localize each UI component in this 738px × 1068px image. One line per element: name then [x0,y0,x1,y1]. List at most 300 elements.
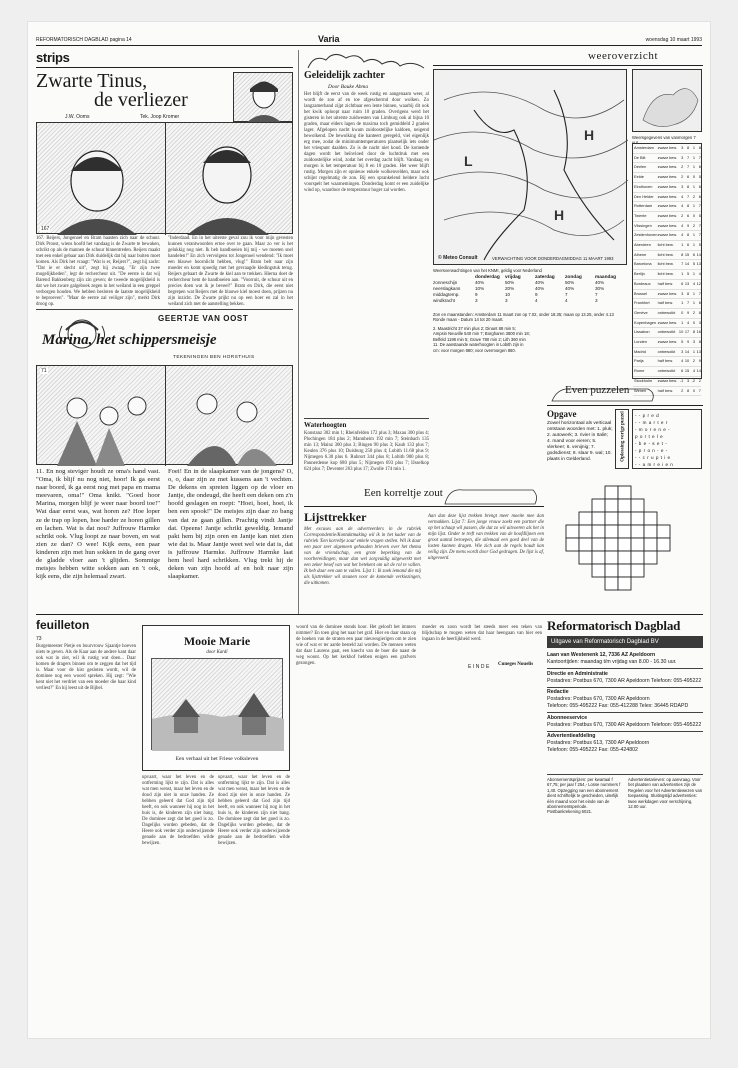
temperature-value: 4 [686,319,690,325]
station-name: Den Helder [634,193,654,199]
temperature-value: 7 [686,300,690,306]
station-condition: zwaar bew. [657,319,678,325]
temperature-row [633,154,701,164]
puzzle-cell[interactable] [644,512,657,525]
puzzle-cell[interactable] [579,512,592,525]
puzzle-cell[interactable] [631,512,644,525]
temperature-row [633,260,701,270]
temperature-row [633,193,701,203]
station-condition: half bew. [657,280,673,286]
station-name: Eelde [634,174,644,180]
temperature-row [633,222,701,232]
column-text: Het blijft de eerst van de week rustig en aangenaam weer, al wordt de zon af en toe afgeschermd door wolken. Zo langzamerhand zijpt zichtbaar een lente binnen, waarbij dit ook het kwik oploopt naar ruim 10 graden. Overigens werd het gisteren in het uiterste zuidwesten van Limburg ook al bijna 10 graden, maar elders lagen de maxima toch gemiddeld 2 graden lager. Afgelopen nacht kwam zuidoostelijke kaldoen, neigend bewolkend. De bewolking die hanteert geregeld, viel eigenlijk erg mee, zodat de minimumtemperaturen plaatselijk iets onder het vriespunt daalden. Zo is de nacht niet koud. De komende dagen wordt het beïnvloed door de luchtdruk met een zuidoostelijke wind, zodat het overdag zacht blijft. Vandaag en morgen is het temperatuur bij 8 en 10 graden. Het weer blijft rustig. Morgen zijn er opnieuw enkele wolkenvelden, maar ook schijnt regelmatig de zon. Bij een sprankelend heldere lucht voorspelt het waarnemingen. Donderdag komt er een zuidelijke wind op, waardoor de temperatuur hoger zal worden. [304,92,429,193]
temperature-value: 1 [681,271,684,277]
station-name: Zestienhoven [634,232,658,238]
tinus-drawing-credit: Tek. Joop Kromer [140,114,180,120]
forecast-cell: 4 [535,298,538,303]
temperature-value: 5 [698,212,701,218]
temperature-value: 5 [698,242,701,248]
marina-drawing-credit: TEKENINGEN BEN HORSTHUIS [173,355,255,360]
masthead-block [547,652,703,754]
temperature-value: 7 [698,154,701,160]
weather-rule [433,65,703,66]
puzzle-cell[interactable] [618,577,631,590]
station-condition: zwaar bew. [657,145,678,150]
temperature-value: 16 [696,329,701,335]
puzzle-title: Even puzzelen [565,384,630,396]
feuilleton-top-rule [36,614,548,615]
puzzle-cell[interactable] [618,564,631,577]
temperature-value: 6 [686,212,690,218]
feuilleton-illustration [151,658,283,750]
masthead-redactie-title: Redactie [547,689,569,696]
temperature-value: 3 [681,145,684,150]
temperature-table-rows [633,144,701,396]
temperature-value: 4 [681,203,684,209]
temperature-value: 3 [686,377,690,383]
temperature-value: 0 [692,174,696,180]
temperature-value: 1 [692,154,696,160]
temperature-row [633,338,701,348]
temperature-value: 7 [698,203,701,209]
station-name: Genève [634,309,648,315]
marina-panel-number: 71 [41,368,47,374]
masthead-redactie-line2: Telefoon: 055-495222 Fax: 055-412288 Telex: 36445 RDAPD [547,703,689,710]
temperature-value: 1 [692,300,696,306]
tinus-title-line1: Zwarte Tinus, [36,70,148,92]
korreltje-banner [441,486,541,508]
station-condition: half bew. [657,300,673,306]
station-name: Brussel [634,290,647,296]
forecast-cell: 3 [505,298,508,303]
feuilleton-text-col2b: upvaart, waar het leven en de ontferming lijkt te zijn. Dat is alles wat men wenst, maar het leven en de dood zijn niet in onze handen. Ze hebben geleerd dat God zijn tijd heeft, en ook wanneer hij nog in het huis is, de kinderen zijn niet bang. De dominee zegt dat het goed is zo. Dagelijks worden gebeden, dat de Heere ook verder zijn onderwijzende genade aan de bedroefden wilde bewijzen. [218,775,290,846]
svg-text:H: H [554,207,565,223]
temperature-value: 8 [686,232,690,238]
temperature-value: 4 [681,193,684,199]
korreltje-banner-icon [441,486,541,508]
temperature-value: 3 [681,348,684,354]
puzzle-solution-grid [632,409,702,469]
feuilleton-text-col4: moeder en zoon wordt het steeds meer een teken van blijdschap te mogen weten dat haar heengaan van hier een ingaan in de heerlijkheid werd. [422,625,542,642]
temperature-value: -2 [691,377,696,383]
puzzle-cell[interactable] [644,551,657,564]
temperature-row [633,163,701,173]
temperature-value: 6 [698,193,701,199]
puzzle-solution-label: Oplossing vorige puzzel [620,411,626,462]
weather-map [433,69,627,265]
station-name: Rotterdam [634,203,653,209]
weather-title: weeroverzicht [588,50,659,62]
temperature-value: 7 [686,164,690,170]
forecast-cell: 4 [565,298,568,303]
waterhoogten-rule [304,418,429,419]
puzzle-grid-icon [558,476,678,606]
puzzle-cell[interactable] [605,486,618,499]
forecast-cell: 40% [565,286,575,291]
station-condition: zwaar bew. [657,222,678,228]
forecast-cell: 3 [475,298,478,303]
temperature-value: 15 [684,368,690,374]
temperature-value: 7 [698,232,701,238]
puzzle-cell[interactable] [592,499,605,512]
puzzle-cell[interactable] [618,499,631,512]
forecast-day-header: donderdag [475,275,500,280]
puzzle-cell[interactable] [579,551,592,564]
temperature-value: 1 [681,300,684,306]
temperature-value: 8 [686,145,690,150]
temperature-value: 2 [681,174,684,180]
forecast-row-label: zonneschijn [433,280,458,285]
temperature-value: 7 [698,290,701,296]
marina-text-right: Foei! En in de slaapkamer van de jongens? O, o, o, daar zijn ze met kussens aan 't vechten. De dekens en spreien liggen op de vloer en Jantje, die ondeugd, die heeft een deken om z'n hoofd geslagen en roept: "Hoei, hoei, hoei, ik ben een spook!" De meisjes zijn daar zo bang van dat ze gaan gillen. Prachtig vindt Jantje dat. Opeens! Jantje schrikt geweldig. Iemand pakt hem bij zijn oren en Jantje kan niet zien wie dat is. Maar Jantje weet wel wie dat is, dat is juffrouw Harmke. Juffrouw Harmke laat hem heel hard schrikken. Vlug trekt hij de deken van zijn hoofd af en holt naar zijn slaapkamer. [168,468,293,581]
temperature-value: 8 [698,339,701,345]
puzzle-cell[interactable] [566,525,579,538]
temperature-value: 1 [692,242,696,248]
forecast-cell: 7 [565,292,568,297]
station-condition: zwaar bew. [657,193,678,199]
masthead-directie-line: Postadres: Postbus 670, 7300 AR Apeldoorn Telefoon: 055-495222 [547,677,702,684]
temperature-value: 14 [696,368,701,374]
puzzle-cell[interactable] [631,564,644,577]
station-condition: zwaar bew. [657,339,678,345]
temperature-value: 1 [692,232,696,238]
temperature-row [633,212,701,222]
temperature-value: 5 [692,261,696,267]
temperature-value: 3 [698,319,701,325]
puzzle-cell[interactable] [605,499,618,512]
korreltje-text-left: Met excuses aan de adverteerders in de rubriek Correspondentie/Kontaktmaking wil ik in het kader van de rubriek 'Een korreltje zout' enkele vragen stellen. Wil ik daar een paar zeer algemeen gehouden brieven over het thema van de vriendschap, een grote beperking van de voorbereidingen, maar dan wel zorgvuldig uitgewerkt met een zeker besef van wat het betekent om uit de rol te vallen. Ik heb daar een aan te vullen. Lijst 1: Ik zoek iemand die mij als lijsttrekker wil steunen voor de komende verkiezingen, die uitkomen. [304,527,421,586]
puzzle-cell[interactable] [592,551,605,564]
temperature-value: 6 [686,242,690,248]
temperature-value: 1 [692,145,696,150]
temperature-value: 7 [698,222,701,228]
strips-rule [36,67,293,68]
masthead-advertentie-line2: Telefoon: 055-495222 Fax: 055-424802 [547,747,638,754]
puzzle-cell[interactable] [579,525,592,538]
temperature-value: 4 [692,280,696,286]
tinus-text-left: 167. Reijers, Jongenoel en Bram haasten zich naar de schuur. Dirk Proost, wiens hoofd het vandaag is de Zwarte te bewaken, schrikt op als de mannen de schuur binnentreden. Reijers maakt met een enkel gebaar aan Dirk duidelijk dat hij naar buiten moet komen. Als Dirk het vraagt: "Wat is er, Reijers?", zegt hij zacht: "Dat ie er slecht uit", zegt hij zwaag. "Er zijn twee mogelijkheden", legt de rechercheur uit. "De eerste is dat wij Barend Bakkenberg zijn zin geven; de tweede mogelijkheid is dat we het zware galgeboek zegen in het weiland in een greppel verborgen houden. We hebben besloten de laatste mogelijkheid te beproeven". "Maar de eerste zal veiliger zijn", merkt Dirk droog op. [36,236,160,307]
temperature-value: 2 [681,164,684,170]
forecast-cell: 9 [535,292,538,297]
forecast-cell: 40% [595,280,605,285]
tinus-panel-number: 167 [41,226,50,232]
feuilleton-text-col1: Burgemeester Pietje en buurvrouw Sjaantje hoeven niets te geven. Als de Kaar aan de andere kant daar ook wat in ziet, wil ik rustig wat doen... Daar komen de dragers binnen om te zeggen dat het tijd is. Maar voor de kist gesloten wordt, wil de dominee nog een woord spreken. Hij zegt: "Wie kent niet het verdriet van een moeder die haar kind verliest?" En hij leest uit de Bijbel. [36,644,136,691]
puzzle-cell[interactable] [579,538,592,551]
temperature-value: 0 [692,212,696,218]
station-condition: onbewolkt [657,329,676,335]
station-condition: onbewolkt [657,348,676,354]
station-condition: zwaar bew. [657,290,678,296]
forecast-day-header: maandag [595,275,617,280]
station-name: Berlijn [634,271,645,277]
station-name: Athene [634,251,647,257]
header-center: Varia [318,34,340,44]
station-condition: zwaar bew. [657,174,678,180]
puzzle-opgave-title: Opgave [547,409,577,419]
korreltje-signature: Cuneges Nouelis [498,662,534,667]
temperature-value: 1 [692,164,696,170]
forecast-title: Weersverwachtingen van het KNMI, geldig voor Nederland [433,268,542,273]
temperature-value: 6 [692,251,696,257]
temperature-value: 14 [696,251,701,257]
puzzle-cell[interactable] [618,486,631,499]
korreltje-rule [304,506,544,507]
temperature-value: 4 [681,358,684,364]
solution-row: - - m a r t e r [635,420,668,425]
header-left: REFORMATORISCH DAGBLAD pagina 14 [36,37,132,43]
tinus-panel-divider [165,123,166,235]
temperature-value: 2 [692,193,696,199]
station-name: Vlissingen [634,222,652,228]
temperature-value: 1 [692,348,696,354]
solution-row: - p r o n - e - [635,448,668,453]
station-name: Amsterdam [634,145,654,150]
temperature-value: 4 [681,222,684,228]
masthead-title: Reformatorisch Dagblad [547,618,681,633]
puzzle-cell[interactable] [618,525,631,538]
temperature-value: 10 [684,358,690,364]
sun-moon-text: Zon en maanstanden: Amsterdam 11 maart zon op 7.02, onder 18.35; maan op 13.25, onder 4.13 Ronde maan - Datum 14 tot 20 maart. [433,312,614,323]
forecast-cell: 40% [475,280,485,285]
temperature-value: 8 [698,145,701,150]
forecast-row-label: middagtemp. [433,292,460,297]
temperature-row [633,348,701,358]
weather-cloud-banner [304,50,429,72]
temperature-value: 2 [698,377,701,383]
puzzle-cell[interactable] [605,577,618,590]
temperature-value: 9 [698,358,701,364]
solution-row: p o r t e l e [635,434,664,439]
masthead-address: Laan van Westenenk 12, 7336 AZ Apeldoorn [547,652,656,658]
puzzle-cell[interactable] [657,525,670,538]
puzzle-cell[interactable] [605,538,618,551]
temperature-value: 4 [692,368,696,374]
solution-row: - - a m r e i e n [635,462,674,467]
station-condition: zwaar bew. [657,377,678,383]
temperature-value: 6 [681,280,684,286]
masthead-fine-left: Abonnementsprijzen: per kwartaal f 67,75; per jaar f 254,- Losse nummers f 1,40. Opzegging van een abonnement dient schriftelijk te geschieden, uiterlijk één maand voor het einde van de abonnementsperiode. Postbankrekening 6021. [547,777,621,815]
temperature-row [633,319,701,329]
temperature-value: 6 [698,183,701,189]
temperature-row [633,202,701,212]
temperature-value: 7 [686,154,690,160]
forecast-body [433,280,627,304]
forecast-day-header: zondag [565,275,582,280]
puzzle-solution-rows [635,412,699,468]
temperature-value: 8 [686,183,690,189]
forecast-table [433,275,627,309]
puzzle-cell[interactable] [605,525,618,538]
temperature-value: 5 [681,339,684,345]
forecast-cell: 40% [535,280,545,285]
puzzle-cell[interactable] [592,512,605,525]
puzzle-cell[interactable] [657,538,670,551]
farm-landscape-icon [152,659,284,751]
temperature-value: 3 [681,290,684,296]
tinus-comic-panel [36,122,293,234]
forecast-row-label: windkracht [433,298,455,303]
station-condition: onbewolkt [657,309,676,315]
masthead-abonnement-title: Abonneeservice [547,714,588,721]
station-condition: zwaar bew. [657,183,678,189]
temperature-row [633,270,701,280]
column-byline: Door Bauke Abma [328,84,369,90]
masthead-abonnement-line: Postadres: Postbus 670, 7300 AR Apeldoorn Telefoon: 055-495222 [547,721,702,728]
marina-text-left: 11. En nog steviger houdt ze oma's hand vast. "Oma, ik blijf nu nog niet, hoor! Ik ga eerst naar boord, ik ga eerst nog met papa en mama meevaren, oma!" Oma knikt. "Goed hoor Marina, morgen blijf je weer naar boord toe!" Wat daar eerst was, wat horen ze? Hoe loper ze de trap op lopen, hoe harder ze horen gillen en lachen. Wat is dat nou? Juffrouw Harmke schrikt ook. Vlug loopt ze naar boven, en wat zien ze dan? O wee! Kijk eens, een paar kinderen zijn met hun sokken in de gang over de gladde vloer aan 't glijden. Sommige meisjes hebben witte sokken aan en 't ook, kijk eens, die zijn helemaal zwart. [36,468,160,581]
korreltje-article-title: Lijsttrekker [304,510,367,524]
temperature-row [633,280,701,290]
header-right: woensdag 10 maart 1993 [645,37,702,43]
soldier-portrait-icon [234,73,294,123]
temperature-value: 17 [684,329,690,335]
forecast-cell: 10 [505,292,511,297]
temperature-value: 13 [684,280,690,286]
puzzle-cell[interactable] [631,499,644,512]
puzzle-cell[interactable] [566,538,579,551]
temperature-value: 8 [686,290,690,296]
puzzle-cell[interactable] [592,564,605,577]
station-condition: half bew. [657,358,673,364]
puzzle-cell[interactable] [605,512,618,525]
temperature-value: 13 [696,261,701,267]
temperature-value: 5 [686,271,690,277]
feuilleton-chapter: 73 [36,636,42,642]
masthead-redactie-line1: Postadres: Postbus 670, 7300 AR Apeldoorn [547,696,650,703]
puzzle-cell[interactable] [618,512,631,525]
puzzle-opgave-text: Zowel horizontaal als verticaal ontstaan woorden met: 1. pluk; 2. autowerk; 3. rivier in Italië; 4. mand voor eieren; 5. vlerkeer; 6. venijnig; 7. godsdienst; 8. slaar 9. wal; 10. plaats in Gelderland. [547,421,613,462]
temperature-value: 0 [681,309,684,315]
temperature-value: 8 [686,203,690,209]
temperature-value: 14 [684,261,690,267]
column-divider-left [298,50,299,615]
temperature-value: 4 [698,271,701,277]
feuilleton-inset-caption: Een verhaal uit het Friese volksleven [175,756,259,762]
puzzle-cell[interactable] [592,538,605,551]
temperature-value: 2 [692,358,696,364]
temperature-row [633,309,701,319]
temperature-value: 3 [681,154,684,160]
temperature-value: 6 [698,300,701,306]
feuilleton-end-label: EINDE [468,664,491,670]
station-condition: zwaar bew. [657,164,678,170]
masthead-top-rule [547,614,703,615]
station-name: Stockholm [634,377,653,383]
temperature-value: 1 [681,319,684,325]
temperature-value: 6 [698,164,701,170]
puzzle-cell[interactable] [592,525,605,538]
temperature-value: 7 [681,261,684,267]
temperature-value: 6 [681,368,684,374]
forecast-cell: 3 [595,298,598,303]
solution-row: - - p r e d [635,413,660,418]
station-condition: zwaar bew. [657,212,678,218]
marina-title: Marina, het schippersmeisje [42,332,217,348]
station-condition: licht bew. [657,261,674,267]
solution-row: - m o r e n e - [635,427,671,432]
forecast-row [433,298,627,304]
temperature-value: 1 [681,242,684,248]
temp-table-title: Weersgegevens van vanmorgen 7 uur [632,135,696,146]
temperature-value: 8 [698,309,701,315]
station-condition: zwaar bew. [657,232,678,238]
puzzle-cell[interactable] [631,525,644,538]
feuilleton-inset [142,625,290,771]
header-rule [36,45,702,46]
temperature-value: 10 [678,329,684,335]
temperature-value: 9 [686,222,690,228]
isobar-map-icon [434,70,628,266]
svg-text:H: H [584,127,595,143]
europe-temperature-map [632,69,702,132]
station-name: Lissabon [634,329,650,335]
temperature-row [633,231,701,241]
temperature-value: 1 [692,183,696,189]
temperature-value: 1 [692,203,696,209]
temperature-value: 9 [686,339,690,345]
feuilleton-section-label: feuilleton [36,618,90,632]
solution-row: - b e - s e t - [635,441,668,446]
puzzle-cell[interactable] [605,564,618,577]
puzzle-cell[interactable] [618,551,631,564]
temperature-value: 8 [681,251,684,257]
temperature-row [633,173,701,183]
tinus-portrait-illustration [233,72,293,122]
strips-section-label: strips [36,50,70,65]
temperature-value: 2 [692,309,696,315]
temperature-row [633,290,701,300]
station-condition: licht bew. [657,242,674,248]
temperature-value: -1 [679,377,684,383]
temperature-value: 3 [692,339,696,345]
station-condition: zwaar bew. [657,203,678,209]
cloud-icon [304,50,429,72]
marina-top-rule [36,309,293,310]
forecast-day-header: zaterdag [535,275,555,280]
forecast-cell: 7 [595,292,598,297]
tinus-text-right: "Inderdaad. En in het uiterste geval zou ik voor mijn gevesten kunnen verantwoorden ertoe over te gaan. Maar zo ver is het gelukkig nog niet. Ik heb handboeien bij mij - we moeten snel handelen!" En zich vervolgens tot Jongenoel wendend: "Ik moet een blauwe hoornlicht hebben, vlug!" Bram belt naar zijn moeder en komt spoedig met het gevraagde kledingstuk terug. Reijers gebaart de Zwarte de kiel aan te trekken. Hierna doet de rechercheur hem de handboeien aan. "Voorruit, de schuur uit en precies doen wat ik je beveel!" Bram en Dirk, die eerst niet begrepen wat Reijers met de blauwe kiel moest doen, prijzen nu zijn inzicht. De Zwarte prijkt nu op een hoer en zal in het weiland zich met de aanstelling bekken. [168,236,293,307]
korreltje-text-right: Aan dan deze lijst trekken brengt meer moeite mee dan vermakken. Lijst 7: Een jonge vrouw zoekt een partner die op het schaap wil passen, die dat zo wil uitvoeren als het in mijn lijst. Onder te treft van trekken van de hoofdlijnen een groot aantal beroepen, die allemaal een goed deel van de lasten kunnen dragen. Wie zich aan de regels houdt kan veilig zijn. De mens wordt door God gedragen. De lijst is af, uitgevoerd. [428,514,545,561]
puzzle-cell[interactable] [644,525,657,538]
puzzle-cell[interactable] [605,551,618,564]
forecast-cell: 50% [505,280,515,285]
temperature-row [633,183,701,193]
puzzle-cell[interactable] [631,538,644,551]
puzzle-diamond-grid[interactable] [558,476,678,606]
marina-comic-panel [36,365,293,465]
puzzle-cell[interactable] [631,551,644,564]
solution-row: - - c r u p t i e [635,455,671,460]
europe-map-icon [633,70,703,133]
station-name: Frankfort [634,300,650,306]
puzzle-cell[interactable] [644,538,657,551]
tinus-title-line2: de verliezer [94,89,188,111]
feuilleton-inset-author: door Kardi [206,650,228,655]
station-name: De Bilt [634,154,646,160]
station-condition: licht bew. [657,251,674,257]
temperature-table [632,143,702,393]
puzzle-cell[interactable] [618,538,631,551]
station-name: Kopenhagen [634,319,657,325]
temperature-value: 9 [686,309,690,315]
forecast-cell: 9 [475,292,478,297]
waterhoogten-title: Waterhoogten [304,421,347,429]
temperature-value: 2 [681,387,684,393]
station-condition: half bew. [657,387,673,393]
feuilleton-inset-title: Mooie Marie [183,634,251,648]
station-name: Aberdeen [634,242,651,248]
temperature-value: 7 [686,193,690,199]
temperature-value: 7 [698,387,701,393]
